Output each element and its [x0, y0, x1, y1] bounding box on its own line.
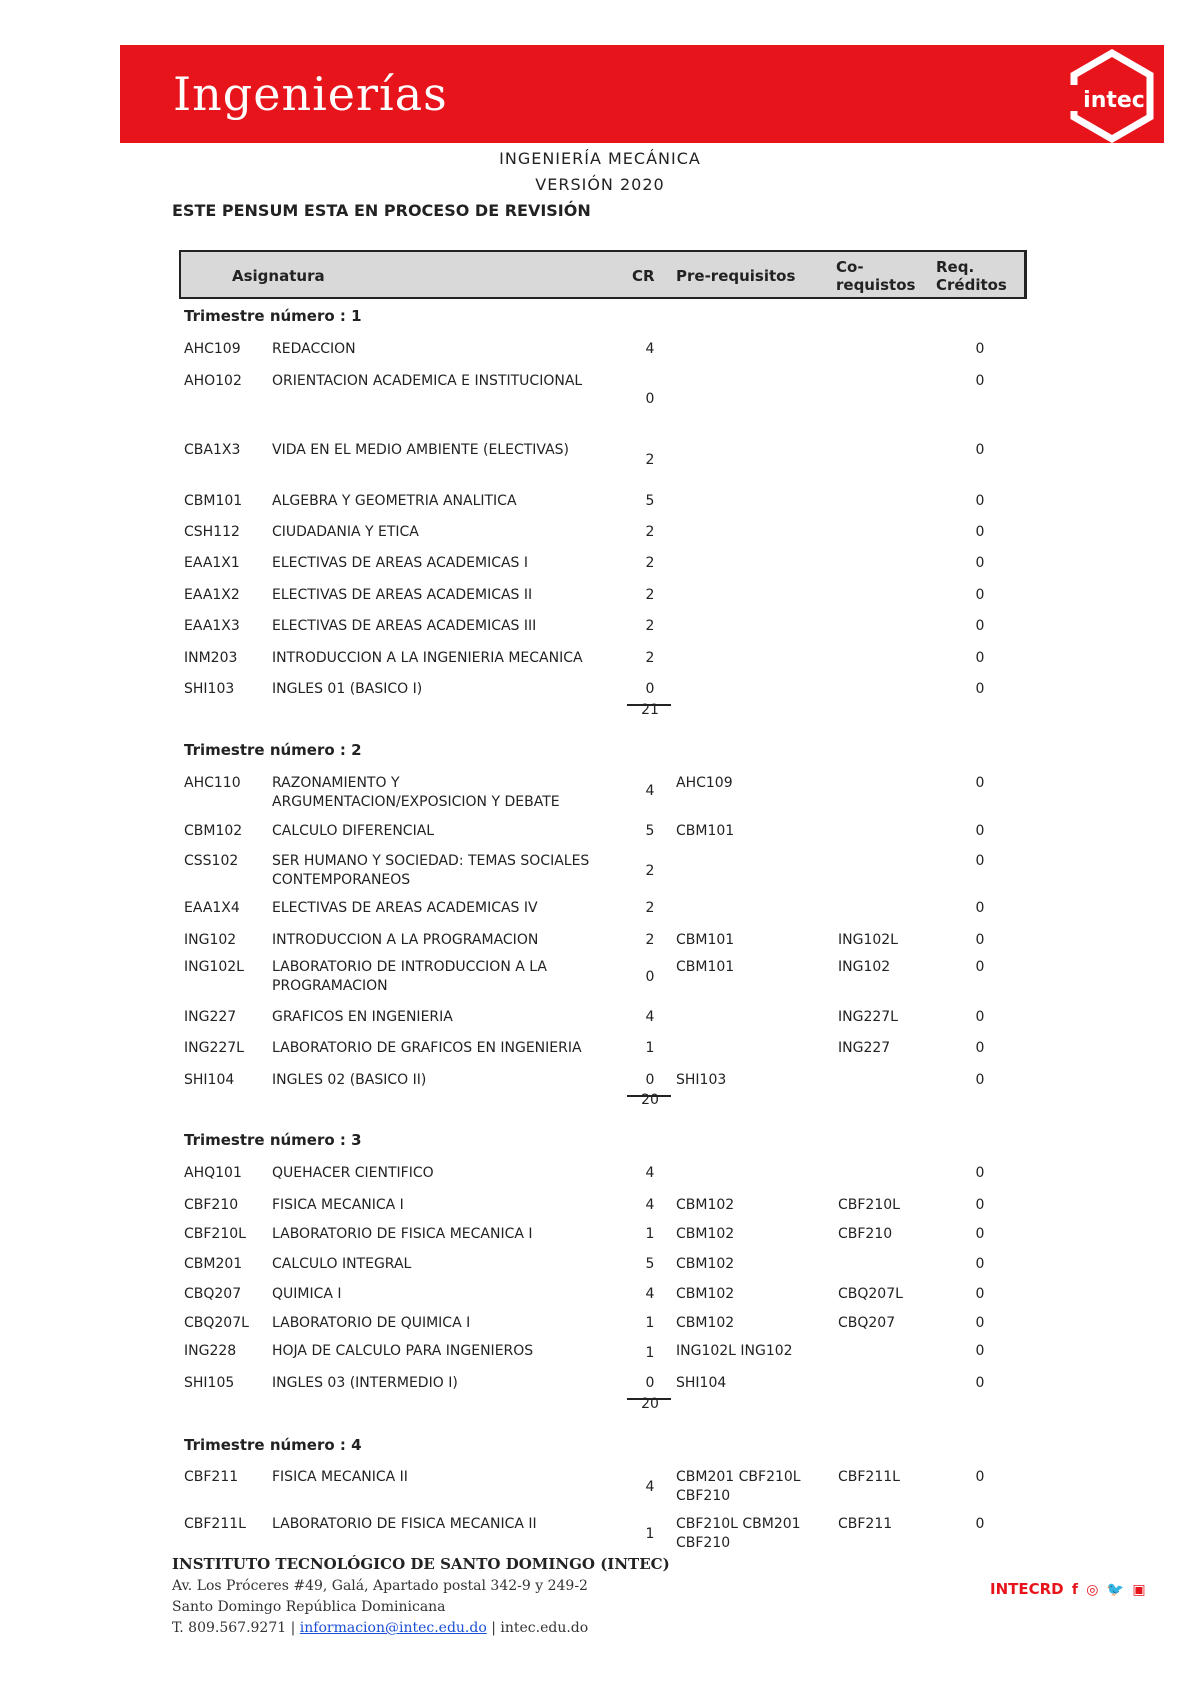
course-required-credits: 0 [975, 1165, 985, 1181]
course-name: LABORATORIO DE QUIMICA I [272, 1315, 471, 1331]
course-required-credits: 0 [975, 524, 985, 540]
course-name: INTRODUCCION A LA INGENIERIA MECANICA [272, 650, 583, 666]
footer-email-link[interactable]: informacion@intec.edu.do [299, 1620, 487, 1636]
course-prerequisites: ING102L ING102 [676, 1343, 793, 1359]
course-required-credits: 0 [975, 823, 985, 839]
course-credits: 0 [645, 969, 655, 985]
course-required-credits: 0 [975, 555, 985, 571]
course-name: LABORATORIO DE GRAFICOS EN INGENIERIA [272, 1040, 582, 1056]
instagram-icon[interactable]: ◎ [1086, 1582, 1099, 1598]
course-name: QUEHACER CIENTIFICO [272, 1165, 434, 1181]
course-name: REDACCION [272, 341, 356, 357]
intec-logo [1066, 45, 1158, 143]
course-code: SHI103 [184, 681, 235, 697]
course-name: ELECTIVAS DE AREAS ACADEMICAS II [272, 587, 533, 603]
course-prerequisites: SHI103 [676, 1072, 727, 1088]
term-total-credits: 21 [641, 702, 659, 718]
course-name: HOJA DE CALCULO PARA INGENIEROS [272, 1343, 534, 1359]
header-prerequisitos: Pre-requisitos [676, 267, 796, 285]
course-required-credits: 0 [975, 618, 985, 634]
footer-address1: Av. Los Próceres #49, Galá, Apartado postal 342-9 y 249-2 [172, 1578, 588, 1594]
course-required-credits: 0 [975, 1315, 985, 1331]
course-name: RAZONAMIENTO Y ARGUMENTACION/EXPOSICION Y DEBATE [272, 775, 560, 810]
course-code: EAA1X4 [184, 900, 240, 916]
course-corequisites: ING227L [838, 1009, 898, 1025]
header-title: Ingenierías [173, 67, 448, 121]
course-prerequisites: CBM101 [676, 823, 735, 839]
course-name: INGLES 03 (INTERMEDIO I) [272, 1375, 458, 1391]
course-required-credits: 0 [975, 932, 985, 948]
course-code: ING228 [184, 1343, 237, 1359]
course-name: LABORATORIO DE FISICA MECANICA I [272, 1226, 533, 1242]
course-required-credits: 0 [975, 775, 985, 791]
course-name: INGLES 02 (BASICO II) [272, 1072, 427, 1088]
course-credits: 2 [645, 524, 655, 540]
course-prerequisites: CBM101 [676, 932, 735, 948]
course-name: ELECTIVAS DE AREAS ACADEMICAS III [272, 618, 537, 634]
course-credits: 4 [645, 783, 655, 799]
course-code: CBF211 [184, 1469, 239, 1485]
course-corequisites: ING102L [838, 932, 898, 948]
course-code: EAA1X1 [184, 555, 240, 571]
course-required-credits: 0 [975, 1256, 985, 1272]
course-corequisites: CBQ207 [838, 1315, 896, 1331]
course-code: AHQ101 [184, 1165, 242, 1181]
course-required-credits: 0 [975, 1375, 985, 1391]
course-credits: 2 [645, 900, 655, 916]
course-name: GRAFICOS EN INGENIERIA [272, 1009, 453, 1025]
course-corequisites: CBF211L [838, 1469, 900, 1485]
facebook-icon[interactable]: f [1071, 1582, 1078, 1598]
course-name: CALCULO INTEGRAL [272, 1256, 412, 1272]
course-code: CSH112 [184, 524, 240, 540]
course-code: AHO102 [184, 373, 242, 389]
course-corequisites: CBF210 [838, 1226, 893, 1242]
term-heading: Trimestre número : 2 [184, 741, 362, 759]
course-name: FISICA MECANICA II [272, 1469, 408, 1485]
course-prerequisites: CBM102 [676, 1197, 735, 1213]
course-corequisites: ING227 [838, 1040, 891, 1056]
term-total-credits: 20 [641, 1092, 659, 1108]
course-required-credits: 0 [975, 681, 985, 697]
header-req-creditos: Req. Créditos [936, 258, 1007, 294]
course-credits: 1 [645, 1345, 655, 1361]
table-header [179, 250, 1027, 299]
course-credits: 4 [645, 1165, 655, 1181]
course-name: INGLES 01 (BASICO I) [272, 681, 423, 697]
term-heading: Trimestre número : 4 [184, 1436, 362, 1454]
header-banner [120, 45, 1164, 143]
course-required-credits: 0 [975, 650, 985, 666]
course-code: EAA1X3 [184, 618, 240, 634]
course-credits: 2 [645, 863, 655, 879]
course-name: ALGEBRA Y GEOMETRIA ANALITICA [272, 493, 517, 509]
course-prerequisites: CBM102 [676, 1286, 735, 1302]
social-bar [990, 1580, 1146, 1598]
course-required-credits: 0 [975, 853, 985, 869]
footer-contact: T. 809.567.9271 | informacion@intec.edu.do | intec.edu.do [172, 1620, 589, 1636]
program-title: INGENIERÍA MECÁNICA [499, 149, 701, 168]
course-credits: 2 [645, 587, 655, 603]
course-name: LABORATORIO DE INTRODUCCION A LA PROGRAMACION [272, 959, 547, 994]
course-credits: 2 [645, 618, 655, 634]
course-required-credits: 0 [975, 1040, 985, 1056]
course-code: CBQ207 [184, 1286, 242, 1302]
linkedin-icon[interactable]: ▣ [1132, 1582, 1146, 1598]
footer-institution: INSTITUTO TECNOLÓGICO DE SANTO DOMINGO (INTEC) [172, 1555, 670, 1573]
course-name: ELECTIVAS DE AREAS ACADEMICAS I [272, 555, 529, 571]
revision-notice: ESTE PENSUM ESTA EN PROCESO DE REVISIÓN [172, 201, 591, 220]
course-required-credits: 0 [975, 442, 985, 458]
course-credits: 1 [645, 1040, 655, 1056]
course-code: CBM102 [184, 823, 243, 839]
course-required-credits: 0 [975, 959, 985, 975]
course-code: CBF211L [184, 1516, 246, 1532]
course-code: INM203 [184, 650, 238, 666]
course-code: EAA1X2 [184, 587, 240, 603]
course-code: ING102L [184, 959, 244, 975]
course-required-credits: 0 [975, 373, 985, 389]
header-asignatura: Asignatura [232, 267, 325, 285]
course-name: VIDA EN EL MEDIO AMBIENTE (ELECTIVAS) [272, 442, 570, 458]
course-code: AHC110 [184, 775, 241, 791]
course-name: ELECTIVAS DE AREAS ACADEMICAS IV [272, 900, 538, 916]
footer-phone: T. 809.567.9271 [172, 1620, 287, 1636]
course-name: QUIMICA I [272, 1286, 342, 1302]
course-credits: 0 [645, 1375, 655, 1391]
course-name: ORIENTACION ACADEMICA E INSTITUCIONAL [272, 373, 583, 389]
course-credits: 1 [645, 1226, 655, 1242]
course-credits: 5 [645, 493, 655, 509]
course-required-credits: 0 [975, 1009, 985, 1025]
course-credits: 4 [645, 1479, 655, 1495]
course-credits: 4 [645, 1009, 655, 1025]
course-credits: 2 [645, 452, 655, 468]
course-credits: 4 [645, 1286, 655, 1302]
course-code: AHC109 [184, 341, 241, 357]
course-corequisites: CBQ207L [838, 1286, 903, 1302]
course-prerequisites: CBM102 [676, 1226, 735, 1242]
course-code: ING227 [184, 1009, 237, 1025]
term-heading: Trimestre número : 3 [184, 1131, 362, 1149]
course-required-credits: 0 [975, 1286, 985, 1302]
course-code: CBF210 [184, 1197, 239, 1213]
course-name: LABORATORIO DE FISICA MECANICA II [272, 1516, 537, 1532]
course-code: ING227L [184, 1040, 244, 1056]
header-corequisitos: Co- requistos [836, 258, 916, 294]
course-required-credits: 0 [975, 1516, 985, 1532]
course-credits: 1 [645, 1315, 655, 1331]
course-prerequisites: CBF210L CBM201 CBF210 [676, 1516, 801, 1551]
course-name: FISICA MECANICA I [272, 1197, 404, 1213]
course-code: SHI104 [184, 1072, 235, 1088]
header-cr: CR [632, 267, 655, 285]
term-total-credits: 20 [641, 1396, 659, 1412]
course-credits: 0 [645, 681, 655, 697]
course-corequisites: CBF211 [838, 1516, 893, 1532]
course-name: CALCULO DIFERENCIAL [272, 823, 435, 839]
course-corequisites: CBF210L [838, 1197, 900, 1213]
course-credits: 2 [645, 932, 655, 948]
course-prerequisites: CBM101 [676, 959, 735, 975]
course-code: ING102 [184, 932, 237, 948]
course-required-credits: 0 [975, 1072, 985, 1088]
course-credits: 4 [645, 1197, 655, 1213]
footer-web: intec.edu.do [500, 1620, 589, 1636]
course-credits: 2 [645, 650, 655, 666]
course-credits: 0 [645, 1072, 655, 1088]
course-code: CSS102 [184, 853, 239, 869]
course-code: CBQ207L [184, 1315, 249, 1331]
course-required-credits: 0 [975, 587, 985, 603]
twitter-icon[interactable]: 🐦 [1106, 1582, 1125, 1598]
course-code: CBM101 [184, 493, 243, 509]
course-code: CBF210L [184, 1226, 246, 1242]
course-credits: 1 [645, 1526, 655, 1542]
logo-text: intec [1083, 88, 1145, 113]
course-corequisites: ING102 [838, 959, 891, 975]
course-code: CBM201 [184, 1256, 243, 1272]
course-code: SHI105 [184, 1375, 235, 1391]
course-required-credits: 0 [975, 900, 985, 916]
course-required-credits: 0 [975, 341, 985, 357]
course-prerequisites: CBM102 [676, 1256, 735, 1272]
course-required-credits: 0 [975, 1197, 985, 1213]
course-credits: 4 [645, 341, 655, 357]
course-credits: 2 [645, 555, 655, 571]
course-required-credits: 0 [975, 1343, 985, 1359]
footer-address2: Santo Domingo República Dominicana [172, 1599, 446, 1615]
course-required-credits: 0 [975, 493, 985, 509]
course-credits: 5 [645, 1256, 655, 1272]
course-required-credits: 0 [975, 1226, 985, 1242]
course-credits: 0 [645, 391, 655, 407]
course-prerequisites: CBM201 CBF210L CBF210 [676, 1469, 801, 1504]
course-name: SER HUMANO Y SOCIEDAD: TEMAS SOCIALES CONTEMPORANEOS [272, 853, 590, 888]
course-name: CIUDADANIA Y ETICA [272, 524, 419, 540]
course-prerequisites: AHC109 [676, 775, 733, 791]
course-prerequisites: SHI104 [676, 1375, 727, 1391]
course-code: CBA1X3 [184, 442, 241, 458]
social-handle: INTECRD [990, 1580, 1064, 1598]
course-required-credits: 0 [975, 1469, 985, 1485]
course-prerequisites: CBM102 [676, 1315, 735, 1331]
term-heading: Trimestre número : 1 [184, 307, 362, 325]
version-title: VERSIÓN 2020 [535, 175, 665, 194]
course-credits: 5 [645, 823, 655, 839]
course-name: INTRODUCCION A LA PROGRAMACION [272, 932, 539, 948]
